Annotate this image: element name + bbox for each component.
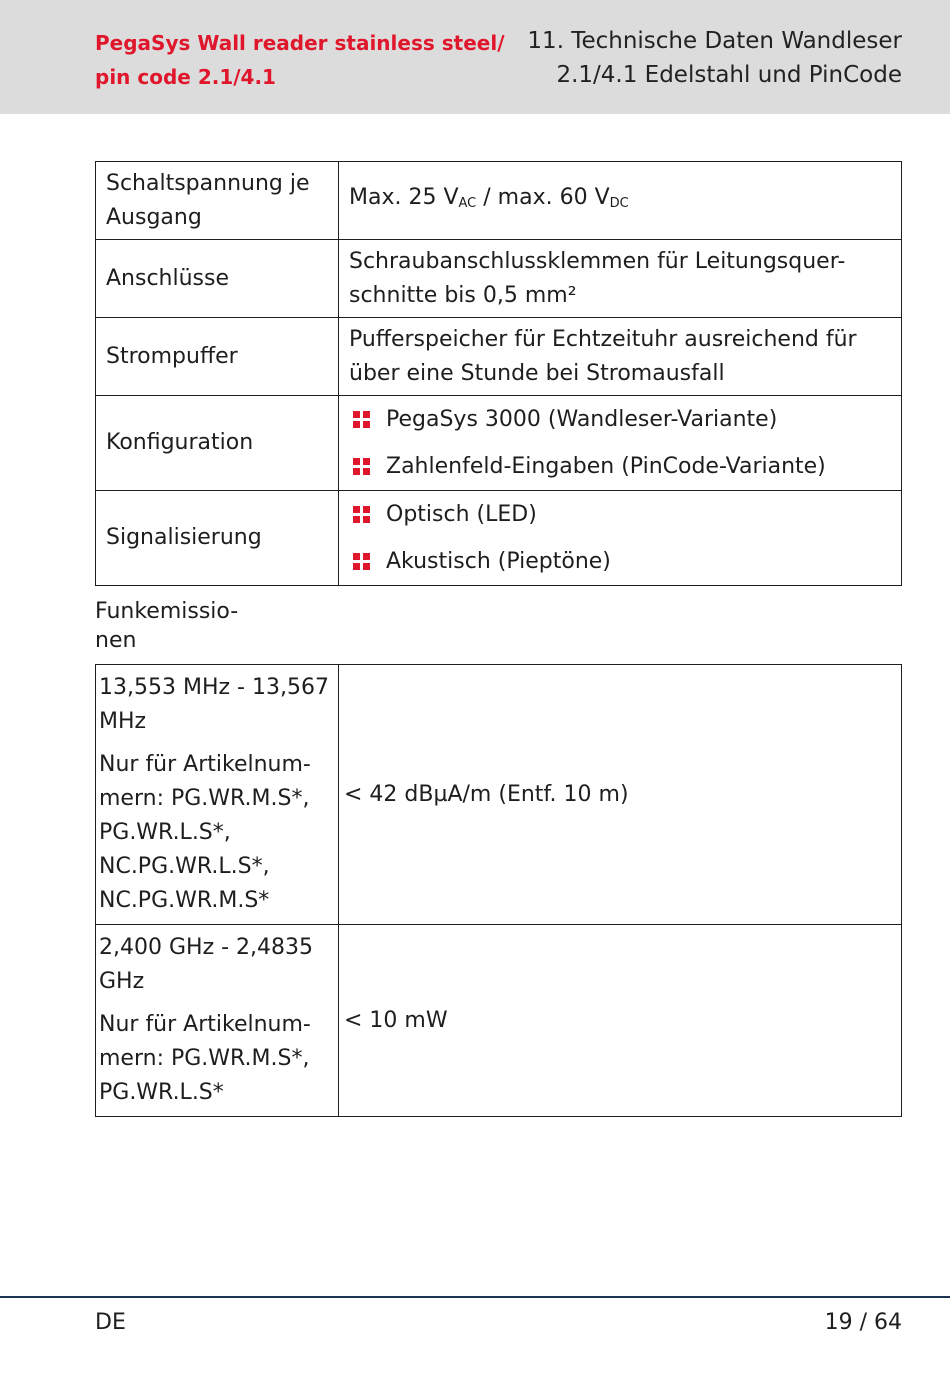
spec-value [339,318,902,396]
radio-emissions-label [95,597,295,655]
spec-label-line: Schaltspannung je [106,170,310,196]
table-row [96,396,902,491]
note-line: mern: PG.WR.M.S*, [99,786,310,811]
frequency-cell [96,925,339,1117]
table-row [96,665,902,925]
bullet-text: PegaSys 3000 (Wandleser-Variante) [386,406,778,432]
bullet-icon [353,458,370,475]
frequency-line: MHz [99,709,147,734]
spec-value-line: über eine Stunde bei Stromausfall [349,360,725,386]
spec-label: Signalisierung [96,491,339,586]
table-row [96,240,902,318]
voltage-dc-text: / max. 60 V [476,184,610,210]
chapter-title [482,24,902,92]
note-line: NC.PG.WR.L.S*, [99,854,270,879]
spec-value-line: schnitte bis 0,5 mm² [349,282,577,308]
bullet-icon [353,411,370,428]
emission-value [339,925,902,1117]
spec-label-line: Ausgang [106,204,202,230]
product-title-line1: PegaSys Wall reader stainless steel/ [95,31,505,55]
spec-value-line: Schraubanschlussklemmen für Leitungsquer- [349,248,846,274]
voltage-ac-text: Max. 25 V [349,184,459,210]
footer-divider [0,1296,950,1298]
spec-label [96,162,339,240]
emission-value-text: < 42 dBµA/m (Entf. 10 m) [344,781,629,807]
spec-value [339,240,902,318]
table-row [96,162,902,240]
bullet-text: Akustisch (Pieptöne) [386,548,611,574]
bullet-icon [353,506,370,523]
article-note [99,748,335,918]
frequency-cell [96,665,339,925]
spec-value [339,491,902,586]
section-label-line: nen [95,628,137,653]
note-line: NC.PG.WR.M.S* [99,888,270,913]
table-row [96,318,902,396]
frequency-range [99,671,335,739]
page-header [0,0,950,114]
article-note [99,1008,335,1110]
spec-label: Strompuffer [96,318,339,396]
bullet-icon [353,553,370,570]
frequency-line: 2,400 GHz - 2,4835 [99,935,314,960]
spec-value-line: Pufferspeicher für Echtzeituhr ausreichend für [349,326,857,352]
radio-emissions-table [95,664,902,1117]
ac-subscript: AC [458,195,477,211]
table-row [96,925,902,1117]
bullet-text: Zahlenfeld-Eingaben (PinCode-Variante) [386,453,826,479]
note-line: PG.WR.L.S*, [99,820,231,845]
footer-language: DE [95,1310,126,1335]
dc-subscript: DC [609,195,629,211]
section-label-line: Funkemissio- [95,599,239,624]
note-line: mern: PG.WR.M.S*, [99,1046,310,1071]
note-line: Nur für Artikelnum- [99,752,311,777]
spec-label: Konfiguration [96,396,339,491]
emission-value [339,665,902,925]
frequency-line: 13,553 MHz - 13,567 [99,675,329,700]
page-number: 19 / 64 [824,1310,902,1335]
emission-value-text: < 10 mW [344,1007,448,1033]
chapter-title-line2: 2.1/4.1 Edelstahl und PinCode [556,62,902,88]
spec-value [339,396,902,491]
product-title [95,26,515,94]
table-row [96,491,902,586]
bullet-text: Optisch (LED) [386,501,537,527]
bullet-item [349,396,891,443]
chapter-title-line1: 11. Technische Daten Wandleser [527,28,902,54]
bullet-item [349,443,891,490]
spec-label: Anschlüsse [96,240,339,318]
frequency-range [99,931,335,999]
bullet-item [349,538,891,585]
frequency-line: GHz [99,969,145,994]
spec-table [95,161,902,586]
spec-value [339,162,902,240]
product-title-line2: pin code 2.1/4.1 [95,65,276,89]
bullet-item [349,491,891,538]
note-line: Nur für Artikelnum- [99,1012,311,1037]
note-line: PG.WR.L.S* [99,1080,224,1105]
